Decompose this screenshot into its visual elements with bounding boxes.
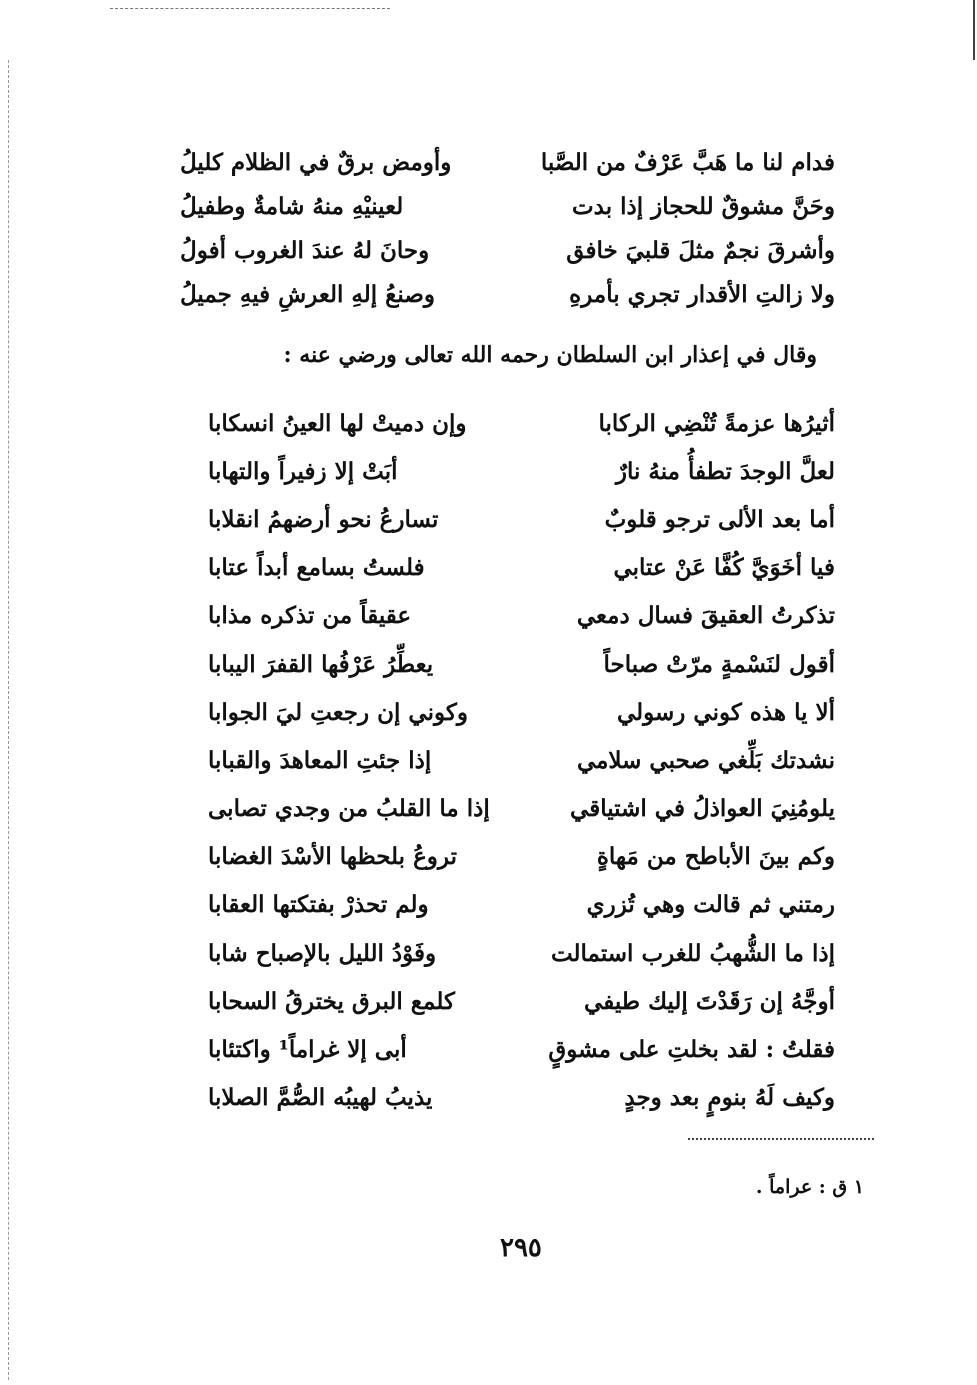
page-number: ٢٩٥: [500, 1233, 542, 1263]
verse-line: [208, 1025, 835, 1073]
verse-line: [208, 833, 835, 881]
verse-line: [208, 495, 835, 543]
verse-first-hemistich: أوجَّهُ إن رَقَدْتَ إليك طيفي: [584, 987, 835, 1015]
verse-line: [208, 399, 835, 447]
verse-first-hemistich: وحَنَّ مشوقٌ للحجاز إذا بدت: [571, 192, 835, 220]
verse-line: [208, 1074, 835, 1122]
verse-line: [208, 977, 835, 1025]
verse-second-hemistich: إذا جئتِ المعاهدَ والقبابا: [208, 746, 432, 774]
verse-line: [180, 272, 835, 316]
verse-first-hemistich: يلومُنِيَ العواذلُ في اشتياقي: [570, 795, 835, 823]
verse-second-hemistich: يذيبُ لهيبُه الصُّمَّ الصلابا: [208, 1084, 433, 1112]
verse-second-hemistich: ولم تحذرْ بفتكتها العقابا: [208, 891, 429, 919]
verse-first-hemistich: وكم بينَ الأباطح من مَهاةٍ: [596, 843, 835, 871]
verse-first-hemistich: ألا يا هذه كوني رسولي: [616, 698, 835, 726]
verse-first-hemistich: أقول لنَسْمةٍ مرّتْ صباحاً: [603, 650, 835, 678]
verse-second-hemistich: وفَوْدُ الليل بالإصباح شابا: [208, 939, 437, 967]
verse-line: [180, 228, 835, 272]
verse-first-hemistich: تذكرتُ العقيقَ فسال دمعي: [576, 602, 835, 630]
verse-second-hemistich: إذا ما القلبُ من وجدي تصابى: [208, 795, 490, 823]
left-dashed-rule: [8, 60, 9, 1380]
verse-second-hemistich: عقيقاً من تذكره مذابا: [208, 602, 412, 630]
verse-first-hemistich: وأشرقَ نجمٌ مثلَ قلبيَ خافق: [566, 236, 835, 264]
verse-second-hemistich: فلستُ بسامع أبداً عتابا: [208, 554, 425, 582]
top-dashed-rule: [110, 8, 390, 9]
poem-heading: وقال في إعذار ابن السلطان رحمه الله تعالى ورضي عنه :: [283, 342, 817, 368]
verse-second-hemistich: تروعُ بلحظها الأسْدَ الغضابا: [208, 843, 457, 871]
verse-first-hemistich: لعلَّ الوجدَ تطفأُ منهُ نارٌ: [615, 457, 835, 485]
verse-second-hemistich: وإن دميتْ لها العينُ انسكابا: [208, 409, 467, 437]
verse-line: [180, 140, 835, 184]
verse-second-hemistich: تسارعُ نحو أرضهمُ انقلابا: [208, 505, 439, 533]
verse-second-hemistich: وحانَ لهُ عندَ الغروب أفولُ: [180, 236, 430, 264]
verse-first-hemistich: أما بعد الألى ترجو قلوبٌ: [604, 505, 835, 533]
verse-line: [208, 592, 835, 640]
verse-first-hemistich: فقلتُ : لقد بخلتِ على مشوقٍ: [548, 1036, 835, 1064]
verse-line: [208, 640, 835, 688]
verse-line: [208, 447, 835, 495]
verse-line: [208, 881, 835, 929]
verse-line: [208, 736, 835, 784]
poem-stanza-1: [180, 140, 835, 316]
verse-second-hemistich: أبى إلا غراماً¹ واكتئابا: [208, 1036, 407, 1064]
verse-second-hemistich: لعينيْهِ منهُ شامةٌ وطفيلُ: [180, 192, 404, 220]
verse-second-hemistich: وصنعُ إلهِ العرشِ فيهِ جميلُ: [180, 280, 435, 308]
verse-second-hemistich: وأومض برقٌ في الظلام كليلُ: [180, 148, 452, 176]
verse-first-hemistich: إذا ما الشُّهبُ للغرب استمالت: [550, 939, 835, 967]
verse-second-hemistich: يعطِّرُ عَرْفُها القفرَ اليبابا: [208, 650, 434, 678]
verse-first-hemistich: وكيف لَهُ بنومٍ بعد وجدٍ: [624, 1084, 835, 1112]
verse-first-hemistich: نشدتك بَلِّغي صحبي سلامي: [576, 746, 835, 774]
verse-first-hemistich: فدام لنا ما هَبَّ عَرْفٌ من الصَّبا: [540, 148, 835, 176]
verse-line: [208, 544, 835, 592]
verse-line: [208, 929, 835, 977]
footnote-separator: [688, 1138, 874, 1140]
poem-stanza-2: [208, 399, 835, 1122]
verse-first-hemistich: أثيرُها عزمةً تُنْضِي الركابا: [598, 409, 835, 437]
verse-first-hemistich: فيا أخَوَيَّ كُفَّا عَنْ عتابي: [613, 554, 835, 582]
verse-line: [208, 688, 835, 736]
verse-first-hemistich: ولا زالتِ الأقدار تجري بأمرهِ: [569, 280, 835, 308]
verse-line: [208, 785, 835, 833]
verse-second-hemistich: أبَتْ إلا زفيراً والتهابا: [208, 457, 398, 485]
verse-first-hemistich: رمتني ثم قالت وهي تُزري: [586, 891, 835, 919]
verse-second-hemistich: وكوني إن رجعتِ ليَ الجوابا: [208, 698, 468, 726]
right-edge-rule: [973, 0, 975, 60]
verse-second-hemistich: كلمع البرق يخترقُ السحابا: [208, 987, 455, 1015]
verse-line: [180, 184, 835, 228]
footnote: ١ ق : عراماً .: [755, 1176, 864, 1198]
